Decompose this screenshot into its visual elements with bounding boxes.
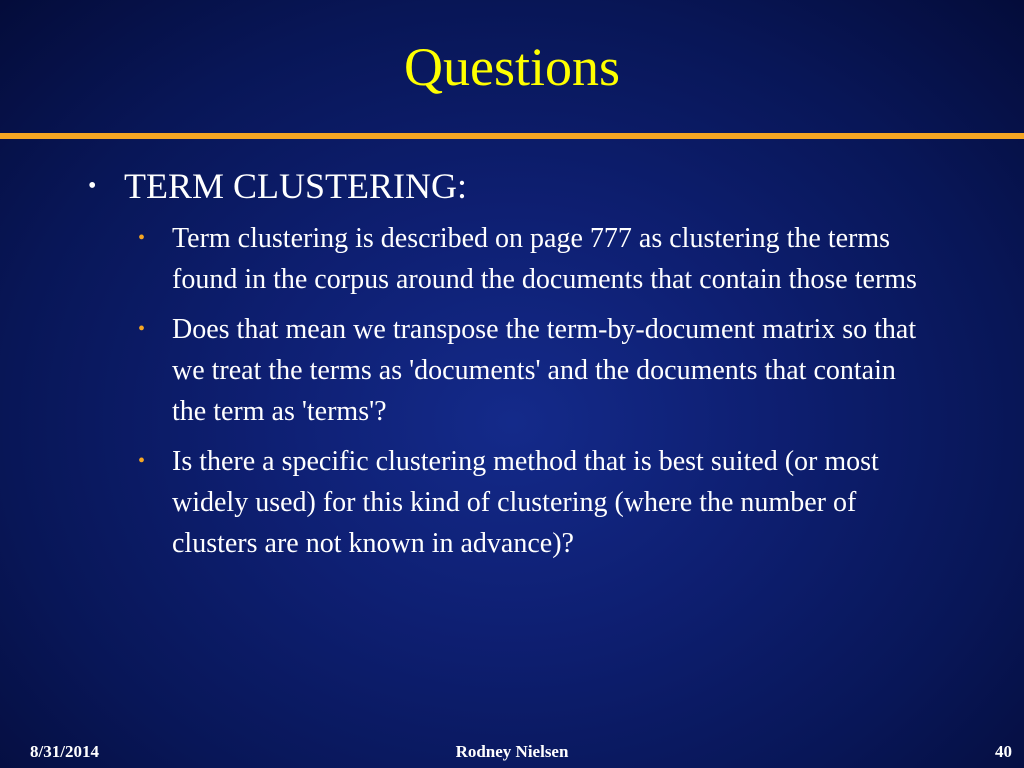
footer-date: 8/31/2014 <box>30 742 99 761</box>
sub-bullet-list <box>138 218 948 564</box>
bullet-dot-icon: • <box>138 318 146 340</box>
slide-content <box>88 164 948 573</box>
sub-bullet-text: Term clustering is described on page 777 as clustering the terms found in the corpus around the documents that contain those terms <box>172 223 917 295</box>
footer-author: Rodney Nielsen <box>455 742 569 761</box>
bullet-text: TERM CLUSTERING: <box>124 166 468 206</box>
sub-bullet-text: Is there a specific clustering method that is best suited (or most widely used) for this kind of clustering (where the number of clusters are not known in advance)? <box>172 446 879 559</box>
bullet-term-clustering <box>88 164 948 208</box>
sub-bullet-item <box>138 309 948 432</box>
sub-bullet-item <box>138 441 948 564</box>
bullet-dot-icon: • <box>88 173 97 199</box>
sub-bullet-text: Does that mean we transpose the term-by-document matrix so that we treat the terms as 'documents' and the documents that contain the term as 'terms'? <box>172 314 917 427</box>
slide-title: Questions <box>404 37 620 97</box>
page-number: 40 <box>995 742 1012 761</box>
title-divider <box>0 133 1024 139</box>
sub-bullet-item <box>138 218 948 300</box>
bullet-dot-icon: • <box>138 227 146 249</box>
bullet-dot-icon: • <box>138 450 146 472</box>
